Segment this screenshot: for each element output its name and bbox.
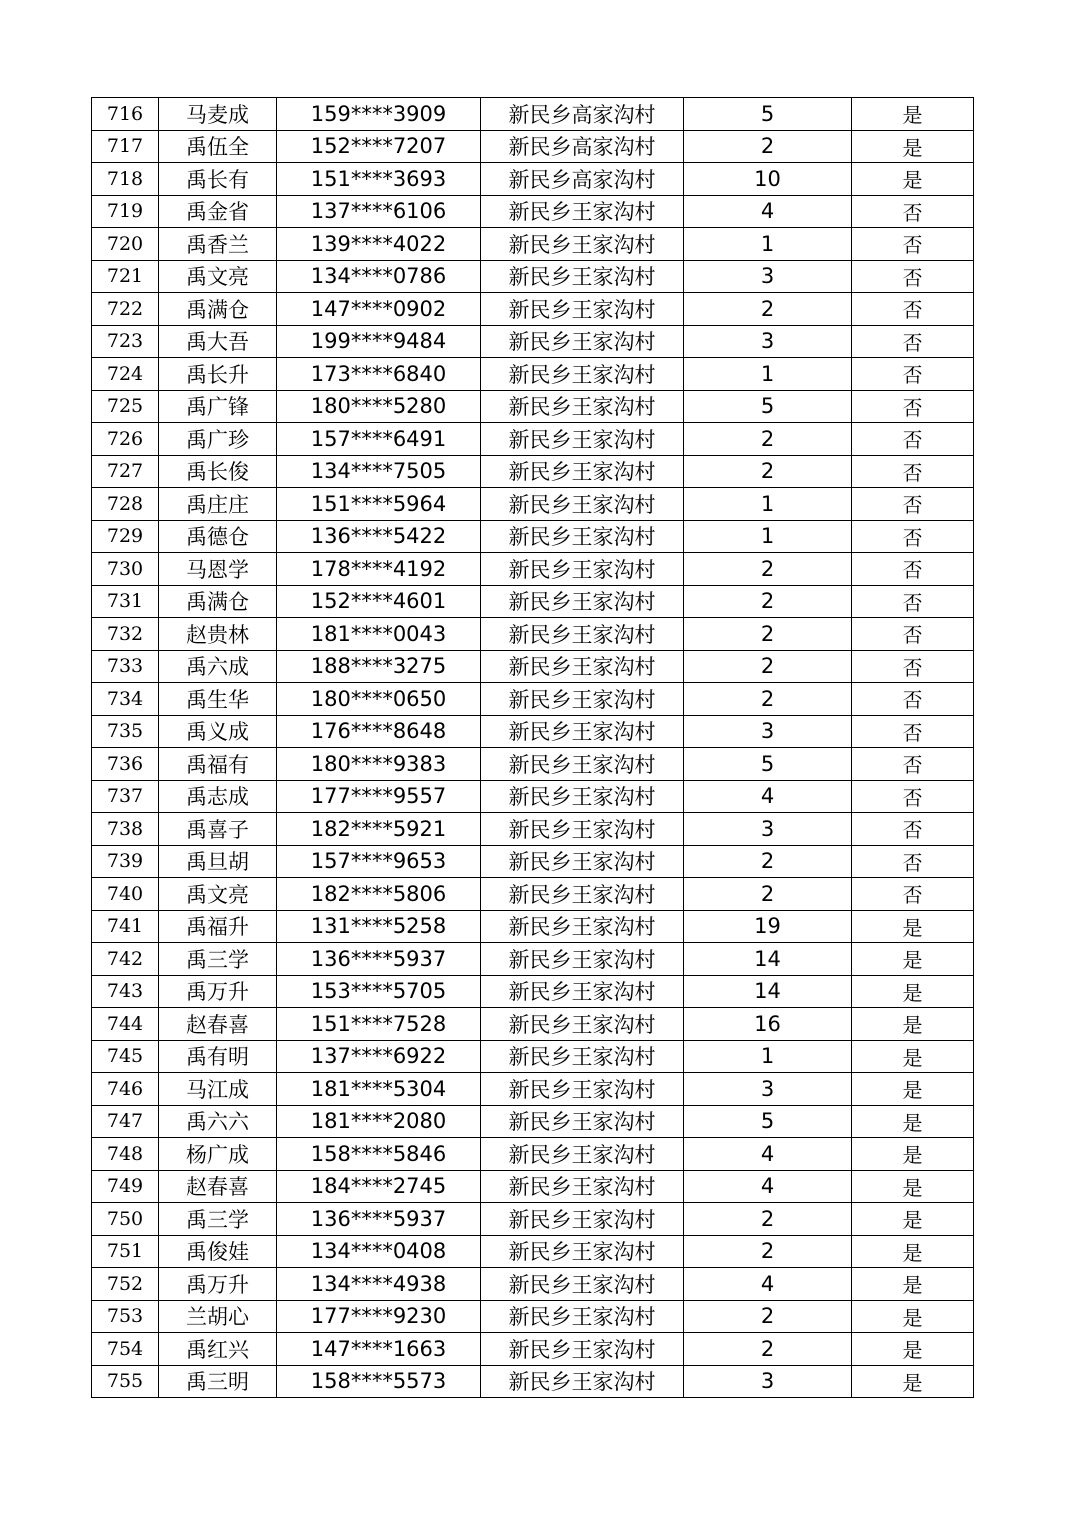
row-number-cell: 735 (92, 715, 159, 748)
yes-no-cell: 否 (852, 683, 974, 716)
yes-no-cell: 否 (852, 650, 974, 683)
table-row (92, 683, 974, 716)
count-cell: 3 (684, 260, 852, 293)
phone-number-cell: 199****9484 (277, 325, 481, 358)
phone-number-cell: 147****1663 (277, 1333, 481, 1366)
phone-number-cell: 131****5258 (277, 910, 481, 943)
yes-no-cell: 是 (852, 1300, 974, 1333)
yes-no-cell: 否 (852, 423, 974, 456)
person-name-cell: 禹长升 (159, 358, 277, 391)
phone-number-cell: 134****4938 (277, 1268, 481, 1301)
village-cell: 新民乡王家沟村 (481, 1105, 684, 1138)
table-row (92, 455, 974, 488)
yes-no-cell: 是 (852, 98, 974, 131)
yes-no-cell: 否 (852, 358, 974, 391)
yes-no-cell: 否 (852, 293, 974, 326)
village-cell: 新民乡王家沟村 (481, 683, 684, 716)
person-name-cell: 马恩学 (159, 553, 277, 586)
row-number-cell: 729 (92, 520, 159, 553)
phone-number-cell: 158****5846 (277, 1138, 481, 1171)
row-number-cell: 723 (92, 325, 159, 358)
village-cell: 新民乡王家沟村 (481, 1268, 684, 1301)
person-name-cell: 禹广珍 (159, 423, 277, 456)
phone-number-cell: 137****6922 (277, 1040, 481, 1073)
village-cell: 新民乡王家沟村 (481, 975, 684, 1008)
person-name-cell: 禹福升 (159, 910, 277, 943)
count-cell: 2 (684, 553, 852, 586)
village-cell: 新民乡王家沟村 (481, 813, 684, 846)
count-cell: 4 (684, 1138, 852, 1171)
count-cell: 2 (684, 1333, 852, 1366)
village-cell: 新民乡王家沟村 (481, 293, 684, 326)
table-row (92, 163, 974, 196)
village-cell: 新民乡王家沟村 (481, 650, 684, 683)
table-row (92, 423, 974, 456)
yes-no-cell: 否 (852, 195, 974, 228)
yes-no-cell: 是 (852, 163, 974, 196)
yes-no-cell: 是 (852, 943, 974, 976)
count-cell: 16 (684, 1008, 852, 1041)
phone-number-cell: 182****5921 (277, 813, 481, 846)
row-number-cell: 717 (92, 130, 159, 163)
phone-number-cell: 158****5573 (277, 1365, 481, 1398)
count-cell: 2 (684, 423, 852, 456)
person-name-cell: 禹六六 (159, 1105, 277, 1138)
yes-no-cell: 否 (852, 585, 974, 618)
count-cell: 1 (684, 228, 852, 261)
count-cell: 19 (684, 910, 852, 943)
row-number-cell: 748 (92, 1138, 159, 1171)
phone-number-cell: 139****4022 (277, 228, 481, 261)
phone-number-cell: 157****9653 (277, 845, 481, 878)
village-cell: 新民乡王家沟村 (481, 1365, 684, 1398)
row-number-cell: 750 (92, 1203, 159, 1236)
table-row (92, 1203, 974, 1236)
phone-number-cell: 136****5422 (277, 520, 481, 553)
table-row (92, 1235, 974, 1268)
village-cell: 新民乡王家沟村 (481, 1333, 684, 1366)
village-cell: 新民乡王家沟村 (481, 325, 684, 358)
phone-number-cell: 181****5304 (277, 1073, 481, 1106)
table-row (92, 1300, 974, 1333)
row-number-cell: 733 (92, 650, 159, 683)
village-cell: 新民乡王家沟村 (481, 748, 684, 781)
count-cell: 4 (684, 1170, 852, 1203)
person-name-cell: 禹长俊 (159, 455, 277, 488)
row-number-cell: 731 (92, 585, 159, 618)
count-cell: 10 (684, 163, 852, 196)
table-row (92, 195, 974, 228)
person-name-cell: 禹香兰 (159, 228, 277, 261)
phone-number-cell: 134****0408 (277, 1235, 481, 1268)
village-cell: 新民乡高家沟村 (481, 98, 684, 131)
village-cell: 新民乡王家沟村 (481, 943, 684, 976)
count-cell: 2 (684, 1300, 852, 1333)
row-number-cell: 741 (92, 910, 159, 943)
person-name-cell: 赵春喜 (159, 1170, 277, 1203)
phone-number-cell: 176****8648 (277, 715, 481, 748)
row-number-cell: 749 (92, 1170, 159, 1203)
yes-no-cell: 是 (852, 1105, 974, 1138)
roster-table (91, 97, 974, 1398)
village-cell: 新民乡王家沟村 (481, 423, 684, 456)
person-name-cell: 禹大吾 (159, 325, 277, 358)
phone-number-cell: 136****5937 (277, 1203, 481, 1236)
phone-number-cell: 151****5964 (277, 488, 481, 521)
person-name-cell: 禹文亮 (159, 878, 277, 911)
person-name-cell: 禹金省 (159, 195, 277, 228)
person-name-cell: 马江成 (159, 1073, 277, 1106)
table-row (92, 488, 974, 521)
row-number-cell: 719 (92, 195, 159, 228)
village-cell: 新民乡王家沟村 (481, 228, 684, 261)
village-cell: 新民乡王家沟村 (481, 585, 684, 618)
row-number-cell: 744 (92, 1008, 159, 1041)
phone-number-cell: 134****0786 (277, 260, 481, 293)
person-name-cell: 禹万升 (159, 975, 277, 1008)
phone-number-cell: 151****7528 (277, 1008, 481, 1041)
person-name-cell: 禹六成 (159, 650, 277, 683)
person-name-cell: 禹德仓 (159, 520, 277, 553)
person-name-cell: 禹满仓 (159, 293, 277, 326)
yes-no-cell: 否 (852, 260, 974, 293)
count-cell: 2 (684, 585, 852, 618)
phone-number-cell: 137****6106 (277, 195, 481, 228)
person-name-cell: 禹长有 (159, 163, 277, 196)
phone-number-cell: 180****5280 (277, 390, 481, 423)
village-cell: 新民乡高家沟村 (481, 163, 684, 196)
village-cell: 新民乡王家沟村 (481, 1300, 684, 1333)
phone-number-cell: 181****2080 (277, 1105, 481, 1138)
table-row (92, 293, 974, 326)
row-number-cell: 721 (92, 260, 159, 293)
table-row (92, 715, 974, 748)
table-row (92, 325, 974, 358)
yes-no-cell: 否 (852, 878, 974, 911)
table-row (92, 1333, 974, 1366)
phone-number-cell: 173****6840 (277, 358, 481, 391)
row-number-cell: 722 (92, 293, 159, 326)
phone-number-cell: 159****3909 (277, 98, 481, 131)
phone-number-cell: 181****0043 (277, 618, 481, 651)
yes-no-cell: 否 (852, 520, 974, 553)
row-number-cell: 725 (92, 390, 159, 423)
count-cell: 1 (684, 520, 852, 553)
person-name-cell: 赵贵林 (159, 618, 277, 651)
yes-no-cell: 是 (852, 130, 974, 163)
table-row (92, 1105, 974, 1138)
phone-number-cell: 180****0650 (277, 683, 481, 716)
person-name-cell: 赵春喜 (159, 1008, 277, 1041)
row-number-cell: 726 (92, 423, 159, 456)
yes-no-cell: 否 (852, 325, 974, 358)
row-number-cell: 752 (92, 1268, 159, 1301)
yes-no-cell: 是 (852, 1333, 974, 1366)
person-name-cell: 禹广锋 (159, 390, 277, 423)
phone-number-cell: 177****9557 (277, 780, 481, 813)
village-cell: 新民乡王家沟村 (481, 780, 684, 813)
count-cell: 2 (684, 293, 852, 326)
row-number-cell: 718 (92, 163, 159, 196)
table-row (92, 813, 974, 846)
table-row (92, 358, 974, 391)
phone-number-cell: 177****9230 (277, 1300, 481, 1333)
yes-no-cell: 否 (852, 845, 974, 878)
phone-number-cell: 184****2745 (277, 1170, 481, 1203)
table-row (92, 585, 974, 618)
count-cell: 5 (684, 98, 852, 131)
table-row (92, 228, 974, 261)
count-cell: 2 (684, 1235, 852, 1268)
yes-no-cell: 是 (852, 910, 974, 943)
row-number-cell: 754 (92, 1333, 159, 1366)
village-cell: 新民乡王家沟村 (481, 878, 684, 911)
table-row (92, 520, 974, 553)
count-cell: 1 (684, 1040, 852, 1073)
person-name-cell: 禹俊娃 (159, 1235, 277, 1268)
row-number-cell: 737 (92, 780, 159, 813)
table-row (92, 1008, 974, 1041)
count-cell: 2 (684, 878, 852, 911)
table-row (92, 1268, 974, 1301)
phone-number-cell: 147****0902 (277, 293, 481, 326)
roster-table-body (92, 98, 974, 1398)
phone-number-cell: 178****4192 (277, 553, 481, 586)
yes-no-cell: 是 (852, 1235, 974, 1268)
count-cell: 4 (684, 195, 852, 228)
phone-number-cell: 153****5705 (277, 975, 481, 1008)
phone-number-cell: 182****5806 (277, 878, 481, 911)
village-cell: 新民乡王家沟村 (481, 358, 684, 391)
village-cell: 新民乡王家沟村 (481, 260, 684, 293)
row-number-cell: 716 (92, 98, 159, 131)
village-cell: 新民乡王家沟村 (481, 1008, 684, 1041)
yes-no-cell: 是 (852, 1365, 974, 1398)
count-cell: 2 (684, 650, 852, 683)
row-number-cell: 728 (92, 488, 159, 521)
table-row (92, 618, 974, 651)
yes-no-cell: 否 (852, 390, 974, 423)
yes-no-cell: 否 (852, 618, 974, 651)
village-cell: 新民乡王家沟村 (481, 488, 684, 521)
row-number-cell: 743 (92, 975, 159, 1008)
count-cell: 3 (684, 1073, 852, 1106)
phone-number-cell: 134****7505 (277, 455, 481, 488)
yes-no-cell: 否 (852, 455, 974, 488)
row-number-cell: 734 (92, 683, 159, 716)
yes-no-cell: 否 (852, 748, 974, 781)
village-cell: 新民乡王家沟村 (481, 910, 684, 943)
person-name-cell: 禹庄庄 (159, 488, 277, 521)
table-row (92, 130, 974, 163)
table-row (92, 780, 974, 813)
table-row (92, 650, 974, 683)
count-cell: 2 (684, 455, 852, 488)
phone-number-cell: 152****4601 (277, 585, 481, 618)
count-cell: 3 (684, 325, 852, 358)
person-name-cell: 禹三明 (159, 1365, 277, 1398)
person-name-cell: 禹义成 (159, 715, 277, 748)
table-row (92, 1138, 974, 1171)
count-cell: 2 (684, 845, 852, 878)
row-number-cell: 742 (92, 943, 159, 976)
table-row (92, 260, 974, 293)
person-name-cell: 禹旦胡 (159, 845, 277, 878)
yes-no-cell: 否 (852, 715, 974, 748)
phone-number-cell: 136****5937 (277, 943, 481, 976)
count-cell: 2 (684, 683, 852, 716)
row-number-cell: 736 (92, 748, 159, 781)
person-name-cell: 禹万升 (159, 1268, 277, 1301)
table-row (92, 748, 974, 781)
count-cell: 2 (684, 618, 852, 651)
table-row (92, 975, 974, 1008)
person-name-cell: 禹喜子 (159, 813, 277, 846)
village-cell: 新民乡王家沟村 (481, 845, 684, 878)
table-row (92, 553, 974, 586)
count-cell: 5 (684, 390, 852, 423)
person-name-cell: 禹文亮 (159, 260, 277, 293)
person-name-cell: 禹满仓 (159, 585, 277, 618)
person-name-cell: 马麦成 (159, 98, 277, 131)
row-number-cell: 727 (92, 455, 159, 488)
count-cell: 4 (684, 780, 852, 813)
row-number-cell: 753 (92, 1300, 159, 1333)
row-number-cell: 751 (92, 1235, 159, 1268)
person-name-cell: 杨广成 (159, 1138, 277, 1171)
phone-number-cell: 152****7207 (277, 130, 481, 163)
count-cell: 4 (684, 1268, 852, 1301)
village-cell: 新民乡王家沟村 (481, 618, 684, 651)
yes-no-cell: 否 (852, 780, 974, 813)
village-cell: 新民乡王家沟村 (481, 1040, 684, 1073)
count-cell: 14 (684, 975, 852, 1008)
row-number-cell: 739 (92, 845, 159, 878)
yes-no-cell: 是 (852, 1170, 974, 1203)
person-name-cell: 禹志成 (159, 780, 277, 813)
phone-number-cell: 151****3693 (277, 163, 481, 196)
village-cell: 新民乡王家沟村 (481, 553, 684, 586)
count-cell: 2 (684, 1203, 852, 1236)
village-cell: 新民乡王家沟村 (481, 715, 684, 748)
person-name-cell: 禹福有 (159, 748, 277, 781)
phone-number-cell: 188****3275 (277, 650, 481, 683)
table-row (92, 845, 974, 878)
village-cell: 新民乡王家沟村 (481, 1138, 684, 1171)
person-name-cell: 禹三学 (159, 1203, 277, 1236)
row-number-cell: 746 (92, 1073, 159, 1106)
count-cell: 5 (684, 1105, 852, 1138)
count-cell: 1 (684, 358, 852, 391)
yes-no-cell: 是 (852, 1268, 974, 1301)
table-row (92, 390, 974, 423)
person-name-cell: 禹红兴 (159, 1333, 277, 1366)
yes-no-cell: 否 (852, 488, 974, 521)
yes-no-cell: 是 (852, 1040, 974, 1073)
yes-no-cell: 否 (852, 228, 974, 261)
table-row (92, 943, 974, 976)
phone-number-cell: 157****6491 (277, 423, 481, 456)
person-name-cell: 禹有明 (159, 1040, 277, 1073)
person-name-cell: 禹生华 (159, 683, 277, 716)
village-cell: 新民乡王家沟村 (481, 390, 684, 423)
village-cell: 新民乡王家沟村 (481, 1073, 684, 1106)
count-cell: 14 (684, 943, 852, 976)
count-cell: 1 (684, 488, 852, 521)
row-number-cell: 738 (92, 813, 159, 846)
village-cell: 新民乡王家沟村 (481, 1170, 684, 1203)
count-cell: 3 (684, 813, 852, 846)
table-row (92, 1073, 974, 1106)
village-cell: 新民乡王家沟村 (481, 195, 684, 228)
count-cell: 5 (684, 748, 852, 781)
row-number-cell: 740 (92, 878, 159, 911)
yes-no-cell: 是 (852, 975, 974, 1008)
count-cell: 2 (684, 130, 852, 163)
table-row (92, 1040, 974, 1073)
count-cell: 3 (684, 1365, 852, 1398)
person-name-cell: 禹三学 (159, 943, 277, 976)
yes-no-cell: 是 (852, 1203, 974, 1236)
village-cell: 新民乡王家沟村 (481, 455, 684, 488)
row-number-cell: 755 (92, 1365, 159, 1398)
village-cell: 新民乡王家沟村 (481, 1203, 684, 1236)
row-number-cell: 724 (92, 358, 159, 391)
table-row (92, 1365, 974, 1398)
phone-number-cell: 180****9383 (277, 748, 481, 781)
village-cell: 新民乡王家沟村 (481, 520, 684, 553)
row-number-cell: 720 (92, 228, 159, 261)
row-number-cell: 732 (92, 618, 159, 651)
count-cell: 3 (684, 715, 852, 748)
village-cell: 新民乡高家沟村 (481, 130, 684, 163)
yes-no-cell: 是 (852, 1073, 974, 1106)
row-number-cell: 730 (92, 553, 159, 586)
row-number-cell: 745 (92, 1040, 159, 1073)
row-number-cell: 747 (92, 1105, 159, 1138)
table-row (92, 910, 974, 943)
yes-no-cell: 否 (852, 553, 974, 586)
table-row (92, 878, 974, 911)
person-name-cell: 兰胡心 (159, 1300, 277, 1333)
person-name-cell: 禹伍全 (159, 130, 277, 163)
yes-no-cell: 是 (852, 1008, 974, 1041)
table-row (92, 98, 974, 131)
yes-no-cell: 否 (852, 813, 974, 846)
village-cell: 新民乡王家沟村 (481, 1235, 684, 1268)
table-row (92, 1170, 974, 1203)
yes-no-cell: 是 (852, 1138, 974, 1171)
